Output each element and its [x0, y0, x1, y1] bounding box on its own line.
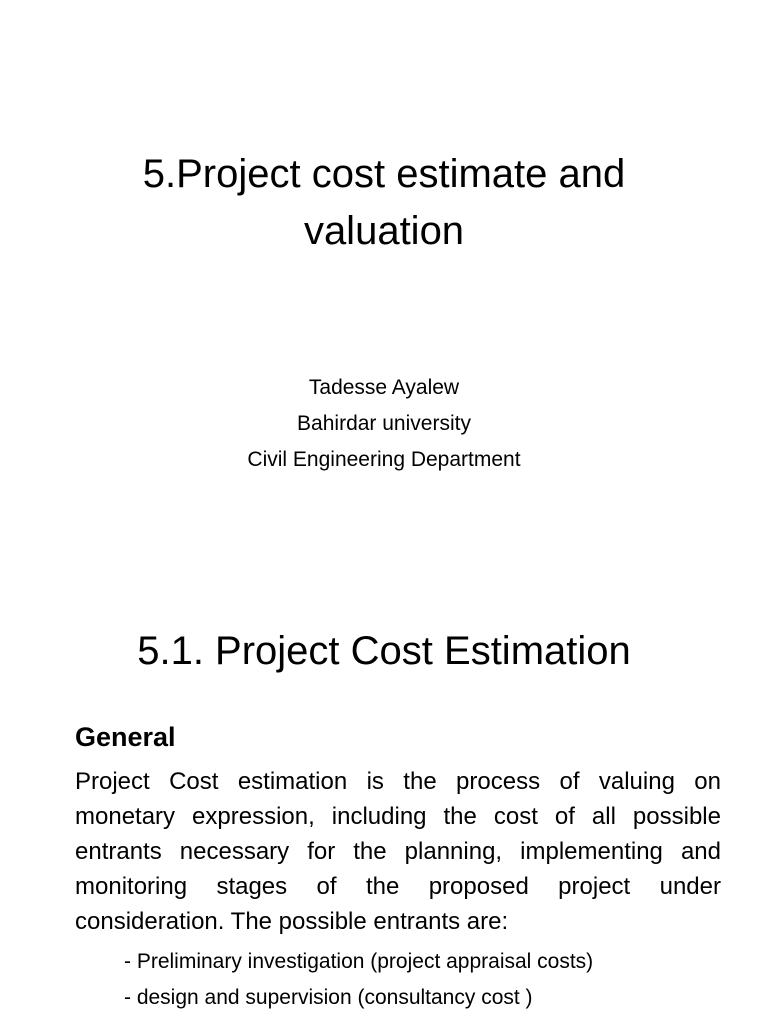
- author-name: Tadesse Ayalew: [308, 376, 460, 399]
- entrant-list: [124, 944, 724, 1016]
- department-name: Civil Engineering Department: [247, 448, 521, 471]
- presentation-title: [60, 146, 708, 260]
- list-item: - Preliminary investigation (project appraisal costs): [124, 950, 594, 973]
- definition-paragraph: Project Cost estimation is the process of valuing on monetary expression, including the cost of all possible entrants necessary for the planning, implementing and monitoring stages of the proposed project under consideration. The possible entrants are:: [75, 768, 721, 935]
- author-block: [84, 370, 684, 478]
- section-title: 5.1. Project Cost Estimation: [137, 629, 631, 673]
- list-item: - design and supervision (consultancy cost ): [124, 986, 533, 1009]
- institution-name: Bahirdar university: [297, 412, 471, 435]
- presentation-title-line-1: 5.Project cost estimate and: [142, 152, 626, 196]
- presentation-title-line-2: valuation: [303, 209, 465, 253]
- subsection-heading: General: [75, 722, 176, 752]
